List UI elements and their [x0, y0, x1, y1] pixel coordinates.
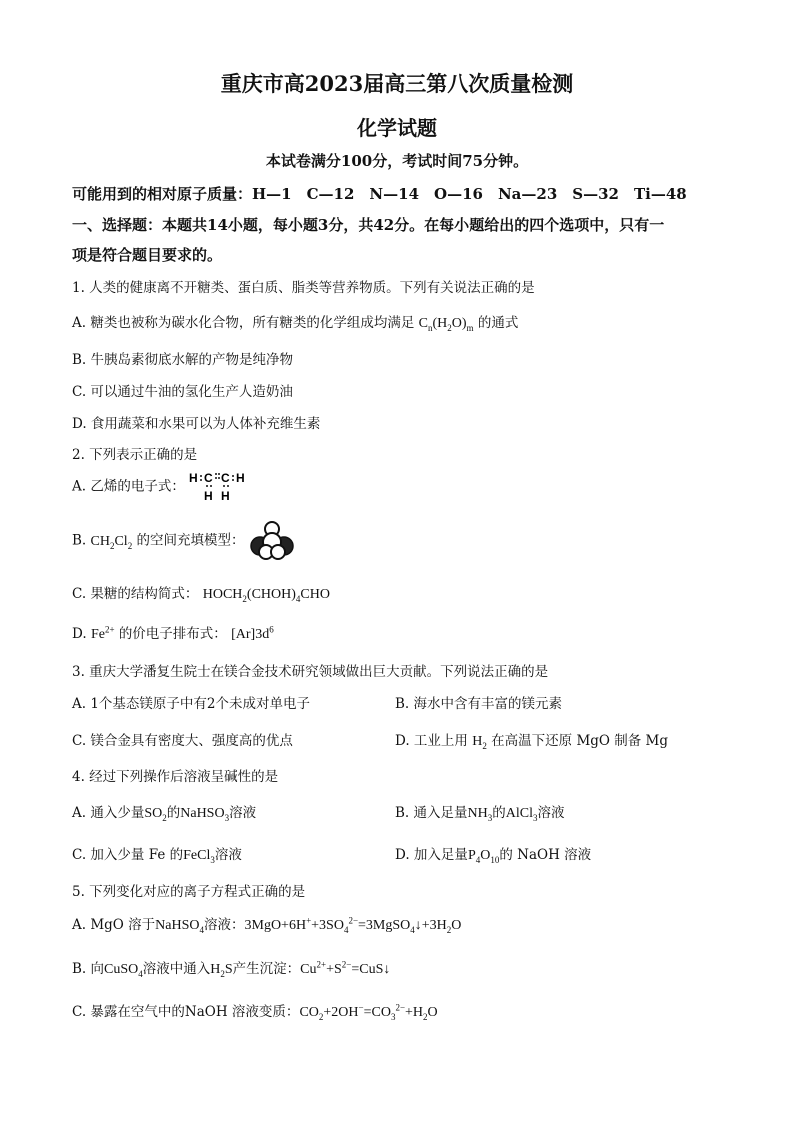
q4-option-a — [72, 801, 256, 823]
formula-alcl3: AlCl$_3$ — [505, 806, 538, 823]
q5-option-b — [72, 957, 390, 979]
q2-option-c-text: C. 果糖的结构简式： — [72, 586, 199, 602]
q4-stem: 4. 经过下列操作后溶液呈碱性的是 — [72, 769, 279, 785]
equation-b: $Cu^{2+}+S^{2-}=CuS↓$ — [300, 959, 391, 977]
formula-fructose: $HOCH_2(CHOH)_4CHO$ — [202, 587, 330, 604]
q2-option-d: D. $Fe^{2+}$ 的价电子排布式： $[Ar]3d^6$ — [72, 624, 274, 642]
q4-option-a-mid: 的 — [166, 805, 181, 821]
q5-option-b-suffix: 产生沉淀： — [232, 961, 301, 977]
q5-stem: 5. 下列变化对应的离子方程式正确的是 — [72, 884, 306, 900]
q4-option-c-suffix: 溶液 — [214, 847, 242, 863]
q2-option-a — [72, 470, 249, 504]
q1-option-d: D. 食用蔬菜和水果可以为人体补充维生素 — [72, 416, 321, 432]
q4-option-b — [395, 801, 564, 823]
q2-option-b-text: 的空间充填模型： — [136, 532, 245, 549]
q5-option-b-mid: 溶液中通入 — [142, 961, 211, 977]
svg-text:C: C — [221, 471, 230, 485]
svg-text:H: H — [189, 471, 198, 485]
q4-option-d-prefix: D. 加入足量 — [395, 847, 468, 863]
exam-title: 重庆市高2023届高三第八次质量检测 — [220, 71, 574, 96]
q4-option-a-prefix: A. 通入少量 — [72, 805, 145, 821]
q3-option-c: C. 镁合金具有密度大、强度高的优点 — [72, 733, 293, 749]
formula-fe2-ion: $Fe^{2+}$ — [90, 624, 115, 642]
q4-option-c — [72, 843, 242, 865]
q4-option-b-mid: 的 — [492, 805, 506, 821]
atomic-masses: 可能用到的相对原子质量：H—1 C—12 N—14 O—16 Na—23 S—32 Ti—48 — [72, 185, 687, 203]
q1-option-a-suffix: 的通式 — [477, 315, 519, 331]
section-heading-line1: 一、选择题：本题共14小题，每小题3分，共42分。在每小题给出的四个选项中，只有一 — [72, 216, 665, 234]
svg-text:H: H — [204, 489, 213, 503]
q1-option-a — [72, 311, 518, 333]
formula-h2s: $H_2S$ — [210, 962, 233, 979]
svg-text:H: H — [221, 489, 230, 503]
equation-a: $3MgO+6H^++3SO_4^{2-}=3MgSO_4↓+3H_2O$ — [244, 915, 462, 935]
q4-option-d-suffix: 的 NaOH 溶液 — [499, 847, 592, 863]
q3-option-d-prefix: D. 工业上用 — [395, 733, 468, 749]
q2-option-b: B. $CH_2Cl_2$ 的空间充填模型： — [72, 520, 295, 562]
q3-option-b: B. 海水中含有丰富的镁元素 — [395, 696, 563, 712]
section-heading-line2: 项是符合题目要求的。 — [72, 246, 223, 264]
q1-option-c: C. 可以通过牛油的氢化生产人造奶油 — [72, 384, 293, 400]
formula-h2: $H_2$ — [472, 734, 487, 751]
equation-c: $CO_2+2OH^-=CO_3^{2-}+H_2O$ — [299, 1002, 438, 1022]
q4-option-a-suffix: 溶液 — [229, 805, 257, 821]
formula-nh3: $NH_3$ — [467, 806, 493, 823]
formula-cuso4: CuSO$_4$ — [104, 962, 143, 979]
q5-option-c — [72, 1000, 438, 1022]
q3-option-a: A. 1个基态镁原子中有2个未成对单电子 — [72, 696, 311, 712]
q3-stem: 3. 重庆大学潘复生院士在镁合金技术研究领域做出巨大贡献。下列说法正确的是 — [72, 664, 549, 680]
svg-text:C: C — [204, 471, 213, 485]
q5-option-a-mid: 溶液： — [204, 917, 245, 933]
q5-option-b-prefix: B. 向 — [72, 961, 105, 977]
q1-option-b: B. 牛胰岛素彻底水解的产物是纯净物 — [72, 352, 294, 368]
formula-dichloromethane: $CH_2Cl_2$ — [90, 533, 133, 551]
q2-stem: 2. 下列表示正确的是 — [72, 447, 198, 463]
ethylene-lewis-structure-icon — [189, 470, 249, 504]
q4-option-d — [395, 843, 591, 865]
formula-nahso4: NaHSO$_4$ — [155, 918, 204, 935]
q4-option-b-prefix: B. 通入足量 — [395, 805, 468, 821]
q3-option-d — [395, 729, 668, 751]
exam-info: 本试卷满分100分，考试时间75分钟。 — [265, 152, 529, 170]
formula-nahso3: NaHSO$_3$ — [180, 806, 230, 823]
q5-option-a — [72, 913, 461, 935]
q1-stem: 1. 人类的健康离不开糖类、蛋白质、脂类等营养物质。下列有关说法正确的是 — [72, 280, 535, 296]
formula-electron-config: $[Ar]3d^6$ — [231, 624, 274, 642]
space-filling-model-icon — [249, 520, 295, 562]
q3-option-d-suffix: 在高温下还原 MgO 制备 Mg — [491, 733, 669, 749]
formula-carbohydrate: $C_n(H_2O)_m$ — [418, 316, 474, 333]
q4-option-c-prefix: C. 加入少量 Fe 的 — [72, 847, 184, 863]
q4-option-b-suffix: 溶液 — [537, 805, 565, 821]
formula-so2: $SO_2$ — [144, 806, 167, 823]
q2-option-c — [72, 582, 330, 604]
q2-option-a-text: A. 乙烯的电子式： — [72, 478, 185, 495]
formula-p4o10: $P_4O_{10}$ — [467, 848, 500, 865]
svg-text:H: H — [236, 471, 245, 485]
subject-title: 化学试题 — [357, 116, 437, 140]
q5-option-a-prefix: A. MgO 溶于 — [72, 917, 156, 933]
formula-fecl3: FeCl$_3$ — [183, 848, 215, 865]
q5-option-c-text: C. 暴露在空气中的NaOH 溶液变质： — [72, 1004, 300, 1020]
q2-option-d-text: 的价电子排布式： — [118, 626, 227, 642]
q1-option-a-text: A. 糖类也被称为碳水化合物，所有糖类的化学组成均满足 — [72, 315, 415, 331]
